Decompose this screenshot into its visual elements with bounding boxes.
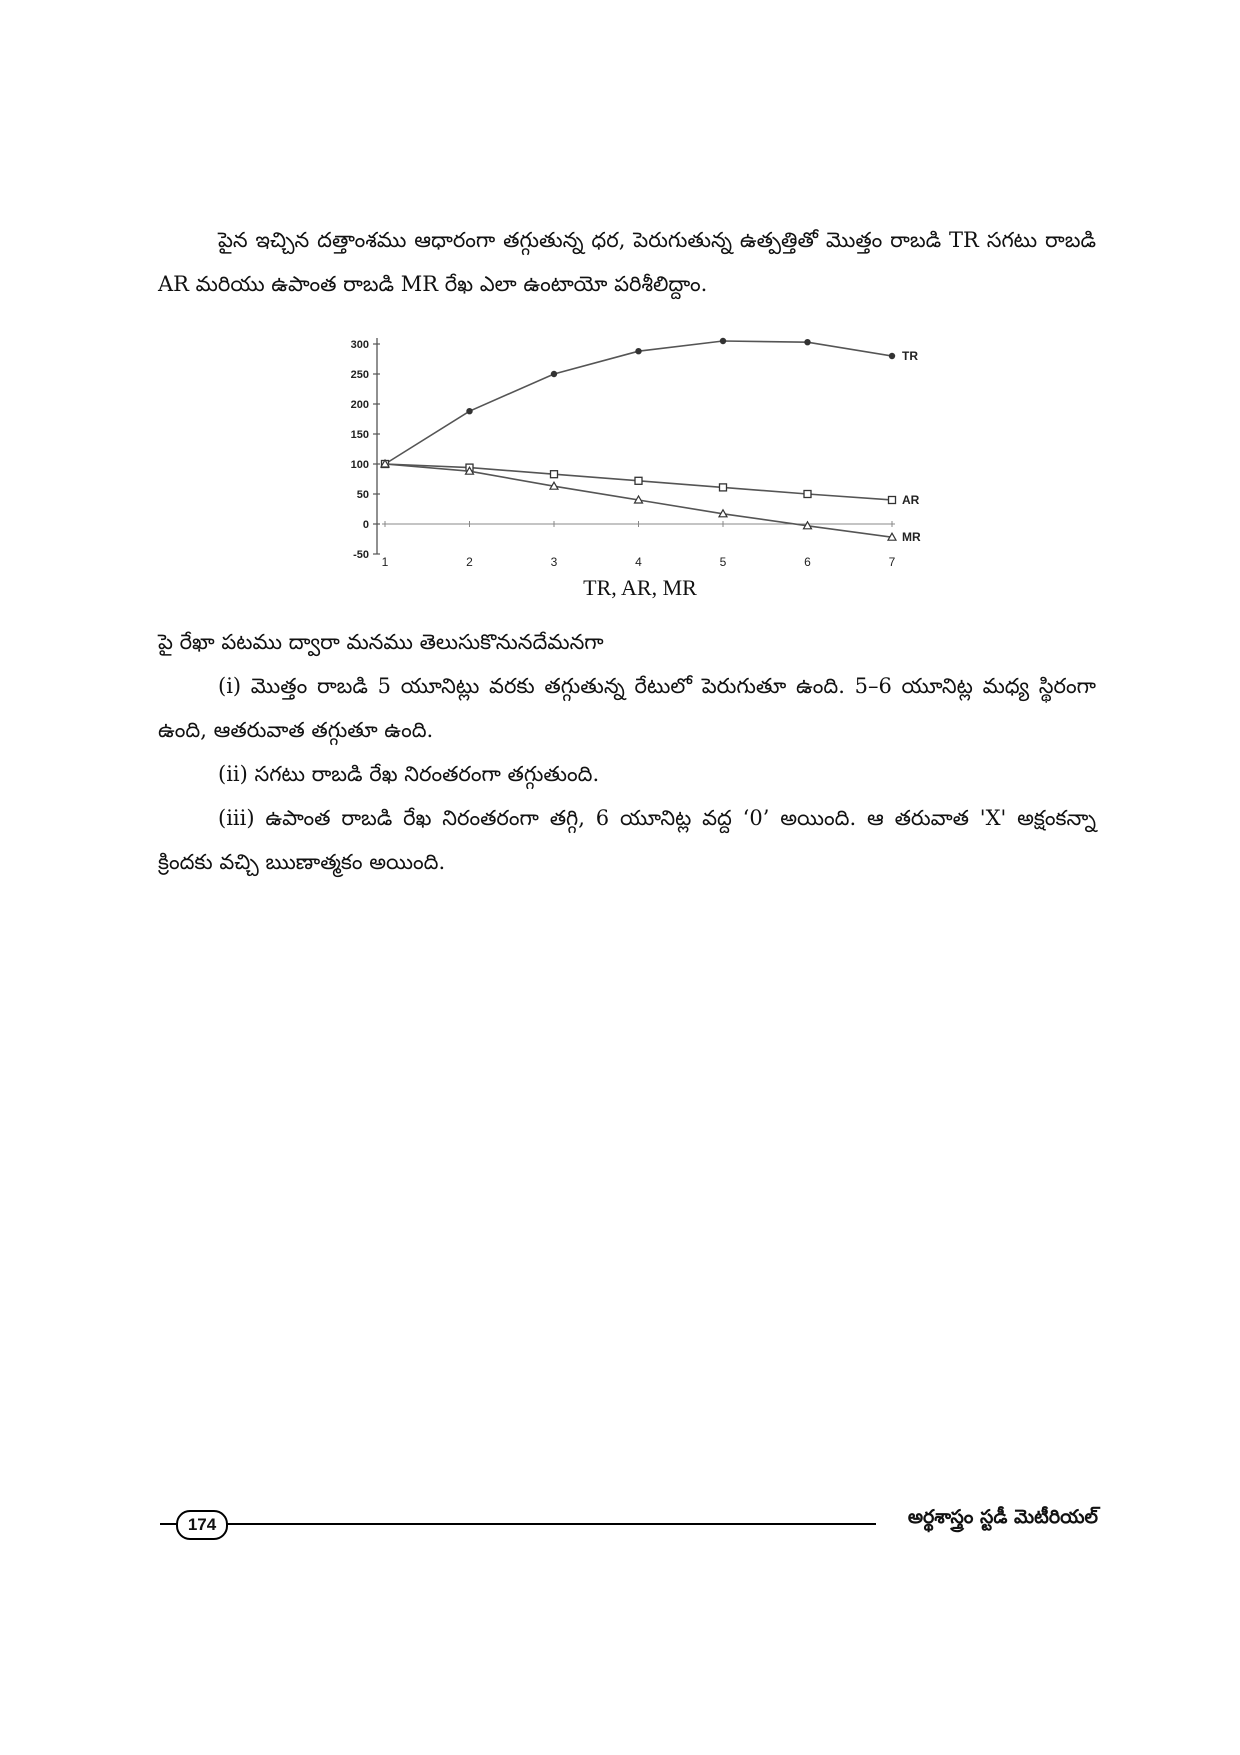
point-ar [635, 477, 642, 484]
point-tr [466, 408, 472, 414]
point-ar [889, 497, 896, 504]
observation-i: (i) మొత్తం రాబడి 5 యూనిట్లు వరకు తగ్గుతున్న రేటులో పెరుగుతూ ఉంది. 5–6 యూనిట్ల మధ్య స్థిరంగా ఉంది, ఆతరువాత తగ్గుతూ ఉంది. [158, 674, 1096, 742]
series-label-ar: AR [902, 493, 920, 507]
x-tick-label: 3 [550, 555, 558, 569]
series-labels [902, 349, 921, 544]
revenue-chart-svg [332, 326, 932, 576]
x-axis [382, 521, 896, 569]
footer-book-title: అర్థశాస్త్రం స్టడీ మెటీరియల్ [907, 1506, 1098, 1528]
series-lines [381, 338, 896, 540]
point-tr [889, 353, 895, 359]
series-label-tr: TR [902, 349, 918, 363]
revenue-chart [332, 326, 932, 576]
y-tick-label: 150 [350, 429, 369, 441]
y-tick-label: 250 [350, 369, 369, 381]
point-tr [720, 338, 726, 344]
point-ar [804, 491, 811, 498]
x-tick-label: 4 [635, 555, 642, 569]
observation-heading: పై రేఖా పటము ద్వారా మనము తెలుసుకొనునదేమనగా [158, 630, 604, 654]
x-tick-label: 5 [719, 555, 727, 569]
x-tick-label: 6 [804, 555, 811, 569]
point-ar [551, 471, 558, 478]
observation-iii: (iii) ఉపాంత రాబడి రేఖ నిరంతరంగా తగ్గి, 6 యూనిట్ల వద్ద ‘0’ అయింది. ఆ తరువాత 'X' అక్షంకన్నా క్రిందకు వచ్చి ఋణాత్మకం అయింది. [158, 806, 1096, 874]
y-tick-label: 0 [362, 519, 369, 531]
point-ar [720, 484, 727, 491]
point-tr [804, 339, 810, 345]
x-tick-label: 1 [381, 555, 389, 569]
observation-ii: (ii) సగటు రాబడి రేఖ నిరంతరంగా తగ్గుతుంది. [218, 762, 600, 786]
page-number: 174 [176, 1510, 228, 1540]
y-tick-label: 100 [350, 459, 369, 471]
x-tick-label: 2 [466, 555, 473, 569]
y-tick-label: 50 [356, 489, 369, 501]
y-axis [351, 338, 380, 561]
x-tick-label: 7 [888, 555, 896, 569]
point-tr [635, 348, 641, 354]
chart-caption: TR, AR, MR [583, 575, 697, 600]
series-line-tr [385, 341, 892, 464]
series-label-mr: MR [902, 530, 921, 545]
footer-rule [160, 1523, 876, 1525]
y-tick-label: 300 [350, 339, 369, 351]
point-tr [551, 371, 557, 377]
intro-paragraph: పైన ఇచ్చిన దత్తాంశము ఆధారంగా తగ్గుతున్న ధర, పెరుగుతున్న ఉత్పత్తితో మొత్తం రాబడి TR సగటు రాబడి AR మరియు ఉపాంత రాబడి MR రేఖ ఎలా ఉంటాయో పరిశీలిద్దాం. [158, 228, 1096, 296]
y-tick-label: 200 [350, 399, 369, 411]
y-tick-label: -50 [353, 549, 369, 561]
